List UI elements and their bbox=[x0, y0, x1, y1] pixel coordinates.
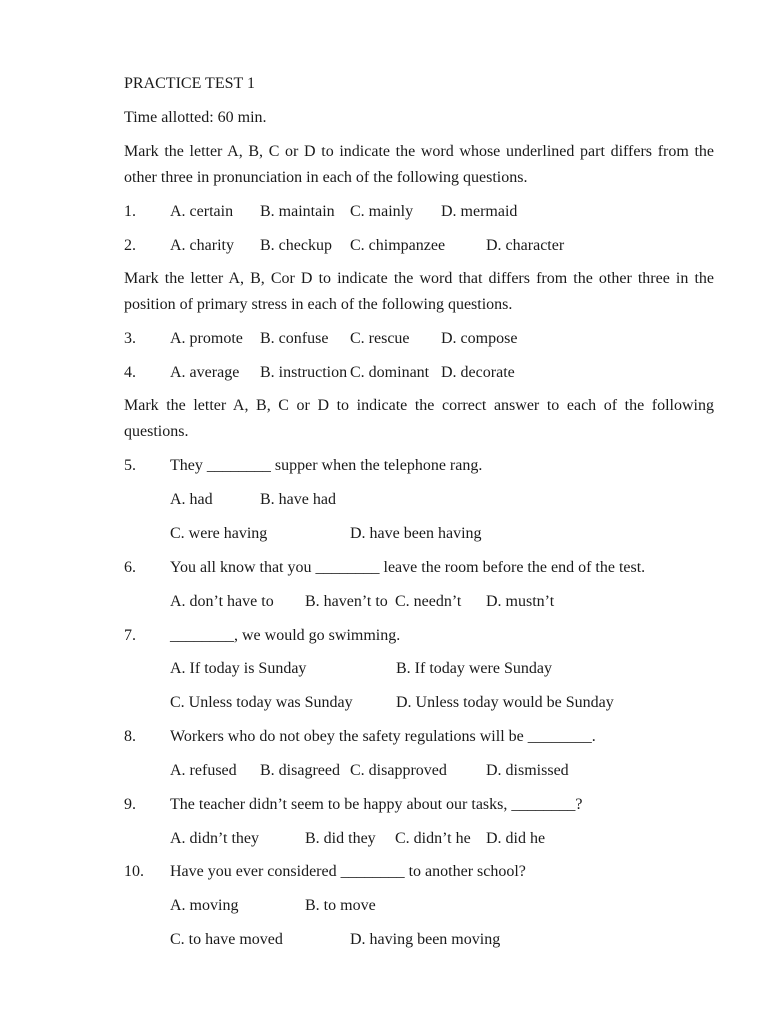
question-number: 6. bbox=[124, 559, 136, 576]
answer-option: D. have been having bbox=[350, 525, 482, 542]
question-stem: The teacher didn’t seem to be happy about our tasks, ________? bbox=[170, 796, 583, 813]
question-stem: They ________ supper when the telephone rang. bbox=[170, 457, 483, 474]
question-number: 1. bbox=[124, 203, 136, 220]
answer-option: D. character bbox=[486, 237, 565, 254]
answer-option: C. didn’t he bbox=[395, 830, 471, 847]
answer-option: B. maintain bbox=[260, 203, 335, 220]
answer-option: D. mermaid bbox=[441, 203, 518, 220]
answer-option: D. did he bbox=[486, 830, 546, 847]
answer-option: D. compose bbox=[441, 330, 518, 347]
answer-option: C. mainly bbox=[350, 203, 414, 220]
answer-option: A. charity bbox=[170, 237, 234, 254]
question-number: 4. bbox=[124, 364, 136, 381]
answer-option: A. certain bbox=[170, 203, 234, 220]
section-instruction: Mark the letter A, B, Cor D to indicate the word that differs from the other three in the position of primary stress in each of the following questions. bbox=[124, 270, 714, 313]
answer-option: C. were having bbox=[170, 525, 268, 542]
question-stem: Workers who do not obey the safety regulations will be ________. bbox=[170, 728, 596, 745]
answer-option: C. disapproved bbox=[350, 762, 447, 779]
answer-option: C. dominant bbox=[350, 364, 430, 381]
question-number: 9. bbox=[124, 796, 136, 813]
answer-option: B. haven’t to bbox=[305, 593, 388, 610]
answer-option: A. If today is Sunday bbox=[170, 660, 307, 677]
answer-option: B. checkup bbox=[260, 237, 332, 254]
answer-option: D. decorate bbox=[441, 364, 515, 381]
answer-option: B. to move bbox=[305, 897, 376, 914]
answer-option: D. mustn’t bbox=[486, 593, 555, 610]
answer-option: B. disagreed bbox=[260, 762, 340, 779]
question-number: 10. bbox=[124, 863, 144, 880]
answer-option: D. dismissed bbox=[486, 762, 569, 779]
answer-option: A. refused bbox=[170, 762, 237, 779]
page-title: PRACTICE TEST 1 bbox=[124, 75, 255, 92]
question-number: 7. bbox=[124, 627, 136, 644]
answer-option: B. have had bbox=[260, 491, 336, 508]
answer-option: C. rescue bbox=[350, 330, 410, 347]
answer-option: D. Unless today would be Sunday bbox=[396, 694, 614, 711]
answer-option: B. instruction bbox=[260, 364, 348, 381]
answer-option: A. average bbox=[170, 364, 240, 381]
answer-option: B. confuse bbox=[260, 330, 329, 347]
answer-option: C. Unless today was Sunday bbox=[170, 694, 353, 711]
question-number: 2. bbox=[124, 237, 136, 254]
question-number: 5. bbox=[124, 457, 136, 474]
answer-option: A. had bbox=[170, 491, 213, 508]
question-number: 8. bbox=[124, 728, 136, 745]
answer-option: B. did they bbox=[305, 830, 376, 847]
answer-option: A. didn’t they bbox=[170, 830, 260, 847]
answer-option: C. needn’t bbox=[395, 593, 462, 610]
question-stem: You all know that you ________ leave the room before the end of the test. bbox=[170, 559, 646, 576]
answer-option: D. having been moving bbox=[350, 931, 501, 948]
question-stem: Have you ever considered ________ to another school? bbox=[170, 863, 526, 880]
answer-option: A. don’t have to bbox=[170, 593, 274, 610]
answer-option: B. If today were Sunday bbox=[396, 660, 552, 677]
time-allotted: Time allotted: 60 min. bbox=[124, 109, 267, 126]
question-number: 3. bbox=[124, 330, 136, 347]
answer-option: A. moving bbox=[170, 897, 239, 914]
question-stem: ________, we would go swimming. bbox=[170, 627, 401, 644]
section-instruction: Mark the letter A, B, C or D to indicate the word whose underlined part differs from the other three in pronunciation in each of the following questions. bbox=[124, 143, 714, 186]
section-instruction: Mark the letter A, B, C or D to indicate the correct answer to each of the following questions. bbox=[124, 397, 714, 440]
answer-option: A. promote bbox=[170, 330, 243, 347]
answer-option: C. chimpanzee bbox=[350, 237, 446, 254]
answer-option: C. to have moved bbox=[170, 931, 283, 948]
